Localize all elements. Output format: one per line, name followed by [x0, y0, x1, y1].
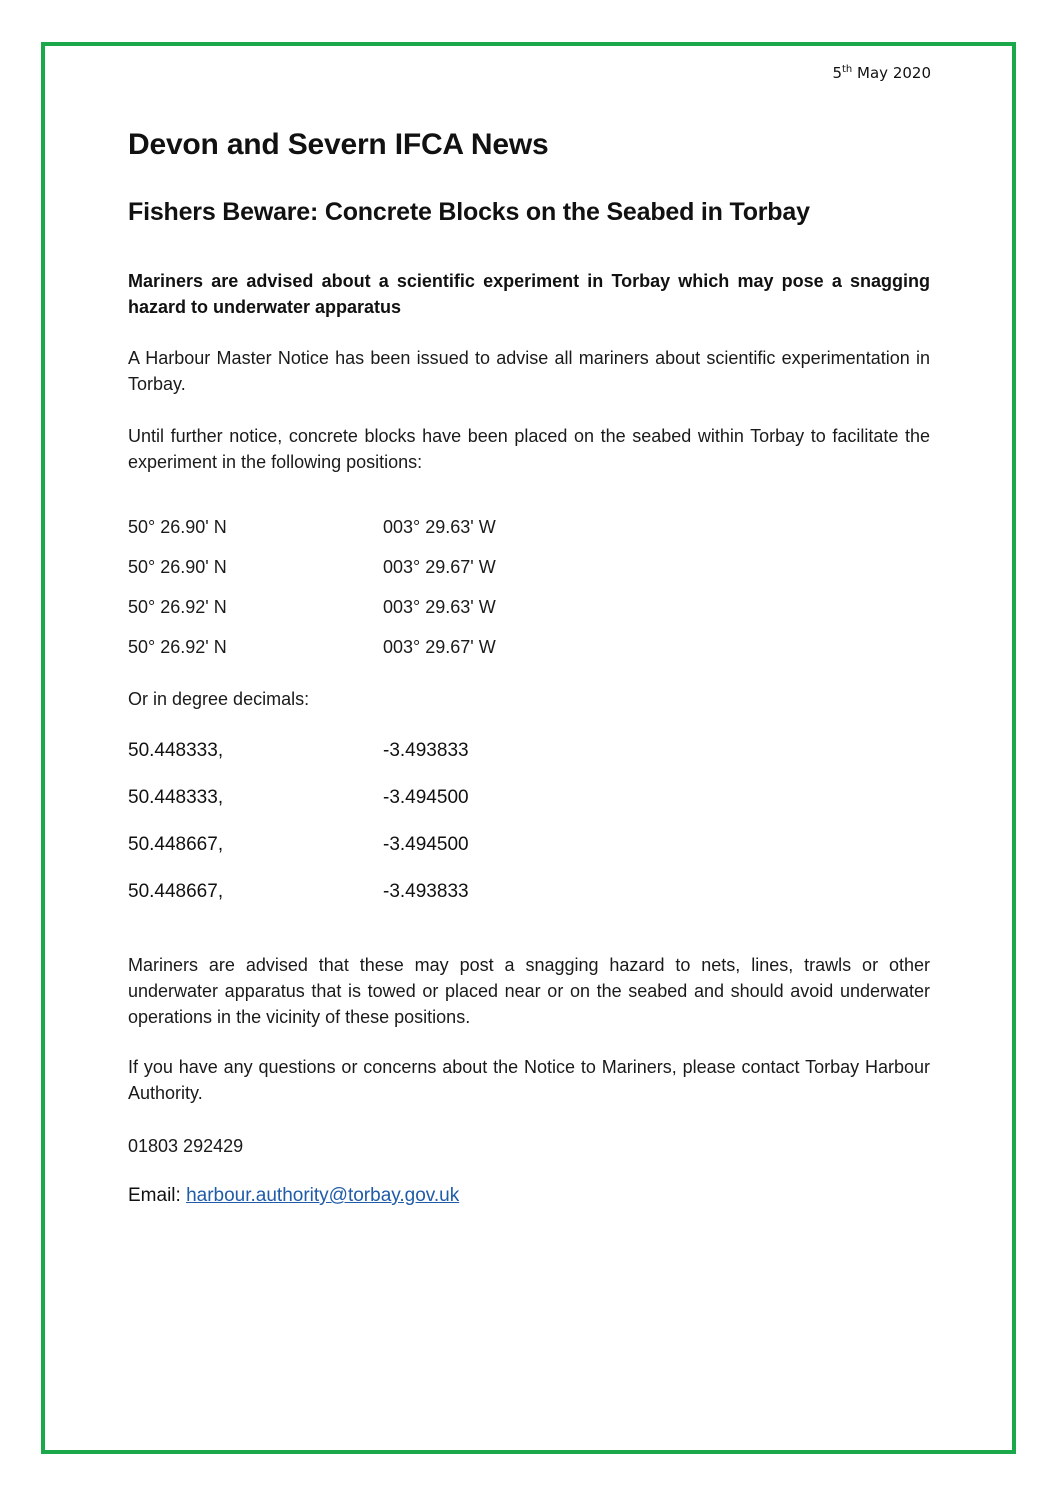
position-longitude: 003° 29.67' W	[383, 557, 496, 577]
page-title: Devon and Severn IFCA News	[128, 128, 549, 161]
position-longitude: 003° 29.67' W	[383, 637, 496, 657]
decimal-latitude: 50.448333,	[128, 740, 224, 761]
date-suffix: th	[842, 64, 853, 75]
article-headline: Fishers Beware: Concrete Blocks on the Seabed in Torbay	[128, 198, 810, 226]
decimal-latitude: 50.448667,	[128, 834, 224, 855]
hazard-paragraph: Mariners are advised that these may post a snagging hazard to nets, lines, trawls or other underwater apparatus that is towed or placed near or on the seabed and should avoid underwater operations in the vicinity of these positions.	[128, 955, 930, 1027]
email-label: Email:	[128, 1185, 187, 1206]
decimal-intro: Or in degree decimals:	[128, 689, 310, 709]
email-line	[128, 1183, 930, 1209]
email-link[interactable]: harbour.authority@torbay.gov.uk	[186, 1185, 460, 1206]
position-latitude: 50° 26.90' N	[128, 557, 227, 577]
phone-number: 01803 292429	[128, 1136, 244, 1156]
contact-paragraph: If you have any questions or concerns about the Notice to Mariners, please contact Torbay Harbour Authority.	[128, 1057, 930, 1103]
decimal-longitude: -3.494500	[383, 787, 469, 808]
position-latitude: 50° 26.90' N	[128, 517, 227, 537]
decimal-longitude: -3.493833	[383, 740, 469, 761]
decimal-longitude: -3.494500	[383, 834, 469, 855]
intro-paragraph: A Harbour Master Notice has been issued to advise all mariners about scientific experimentation in Torbay.	[128, 348, 930, 394]
notice-date: 5th May 2020	[832, 64, 931, 82]
lead-paragraph: Mariners are advised about a scientific experiment in Torbay which may pose a snagging hazard to underwater apparatus	[128, 271, 930, 317]
position-longitude: 003° 29.63' W	[383, 597, 496, 617]
decimal-latitude: 50.448667,	[128, 881, 224, 902]
decimal-longitude: -3.493833	[383, 881, 469, 902]
position-latitude: 50° 26.92' N	[128, 597, 227, 617]
position-longitude: 003° 29.63' W	[383, 517, 496, 537]
decimal-latitude: 50.448333,	[128, 787, 224, 808]
position-latitude: 50° 26.92' N	[128, 637, 227, 657]
positions-intro-paragraph: Until further notice, concrete blocks have been placed on the seabed within Torbay to facilitate the experiment in the following positions:	[128, 426, 930, 472]
